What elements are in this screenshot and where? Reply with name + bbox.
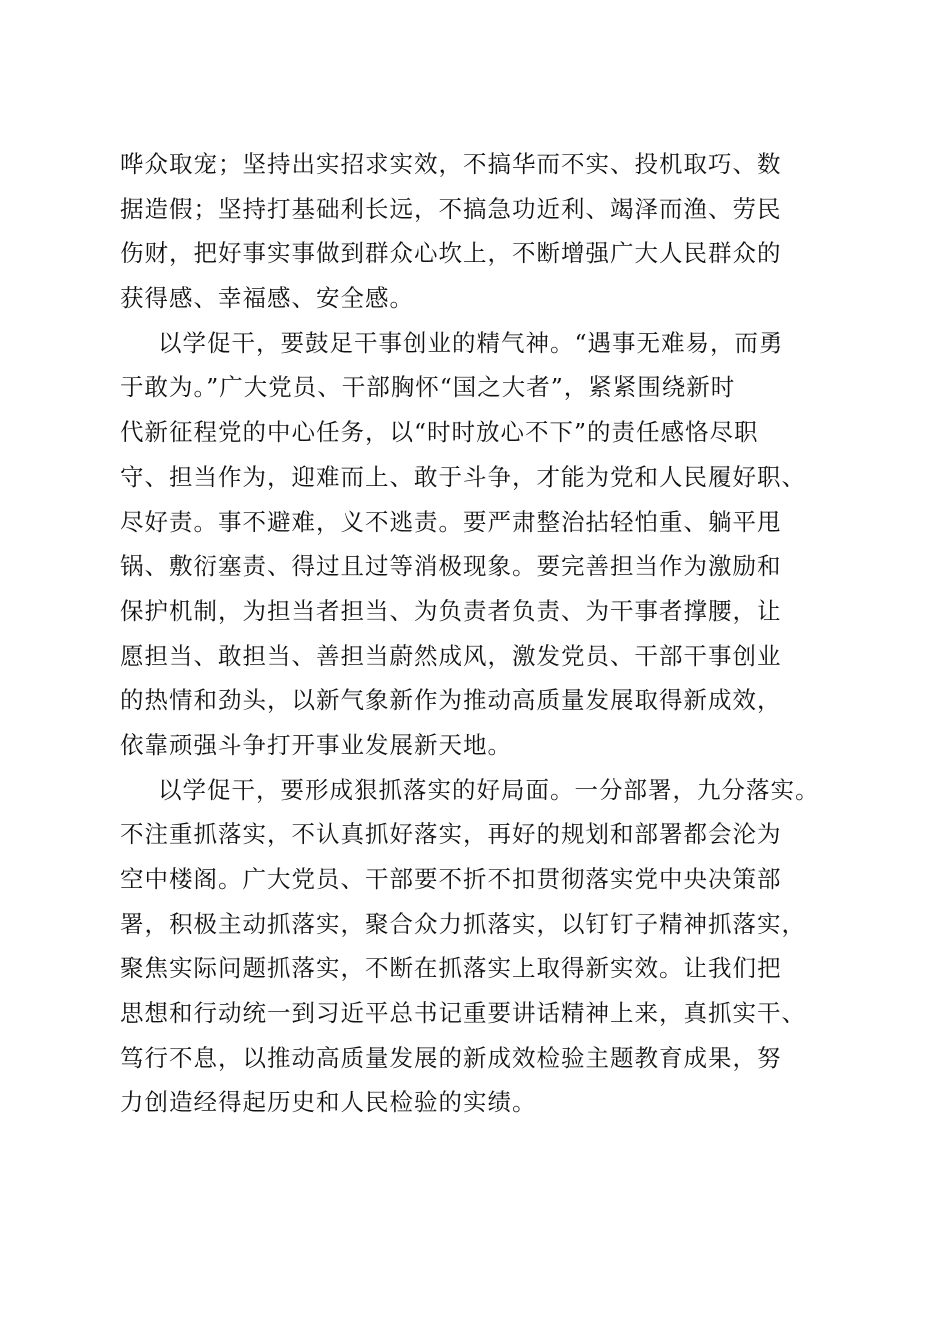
paragraph	[120, 142, 840, 321]
text-line: 锅、敷衍塞责、得过且过等消极现象。要完善担当作为激励和	[120, 552, 782, 581]
text-line: 哗众取宠；坚持出实招求实效，不搞华而不实、投机取巧、数	[120, 150, 782, 178]
text-line: 伤财，把好事实事做到群众心坎上，不断增强广大人民群众的	[120, 239, 782, 268]
text-line: 依靠顽强斗争打开事业发展新天地。	[120, 730, 512, 759]
text-line: 聚焦实际问题抓落实，不断在抓落实上取得新实效。让我们把	[120, 954, 782, 983]
text-line: 力创造经得起历史和人民检验的实绩。	[120, 1088, 537, 1117]
text-line: 空中楼阁。广大党员、干部要不折不扣贯彻落实党中央决策部	[120, 865, 782, 893]
text-line: 以学促干，要鼓足干事创业的精气神。“遇事无难易，而勇	[158, 328, 784, 357]
text-line: 据造假；坚持打基础利长远，不搞急功近利、竭泽而渔、劳民	[120, 194, 782, 223]
paragraph	[120, 321, 840, 768]
text-line: 尽好责。事不避难，义不逃责。要严肃整治拈轻怕重、躺平甩	[120, 507, 782, 536]
text-line: 愿担当、敢担当、善担当蔚然成风，激发党员、干部干事创业	[120, 641, 782, 670]
text-line: 不注重抓落实，不认真抓好落实，再好的规划和部署都会沦为	[120, 820, 782, 849]
document-body	[120, 142, 840, 1125]
text-line: 以学促干，要形成狠抓落实的好局面。一分部署，九分落实。	[158, 775, 820, 804]
text-line: 署，积极主动抓落实，聚合众力抓落实，以钉钉子精神抓落实，	[120, 909, 806, 938]
text-line: 保护机制，为担当者担当、为负责者负责、为干事者撑腰，让	[120, 596, 782, 625]
text-line: 代新征程党的中心任务，以“时时放心不下”的责任感恪尽职	[120, 418, 759, 447]
text-line: 笃行不息，以推动高质量发展的新成效检验主题教育成果，努	[120, 1043, 782, 1072]
paragraph	[120, 768, 840, 1126]
text-line: 于敢为。”广大党员、干部胸怀“国之大者”，紧紧围绕新时	[120, 373, 736, 402]
text-line: 守、担当作为，迎难而上、敢于斗争，才能为党和人民履好职、	[120, 462, 806, 491]
text-line: 获得感、幸福感、安全感。	[120, 284, 414, 313]
text-line: 思想和行动统一到习近平总书记重要讲话精神上来，真抓实干、	[120, 999, 806, 1028]
text-line: 的热情和劲头，以新气象新作为推动高质量发展取得新成效，	[120, 686, 782, 715]
